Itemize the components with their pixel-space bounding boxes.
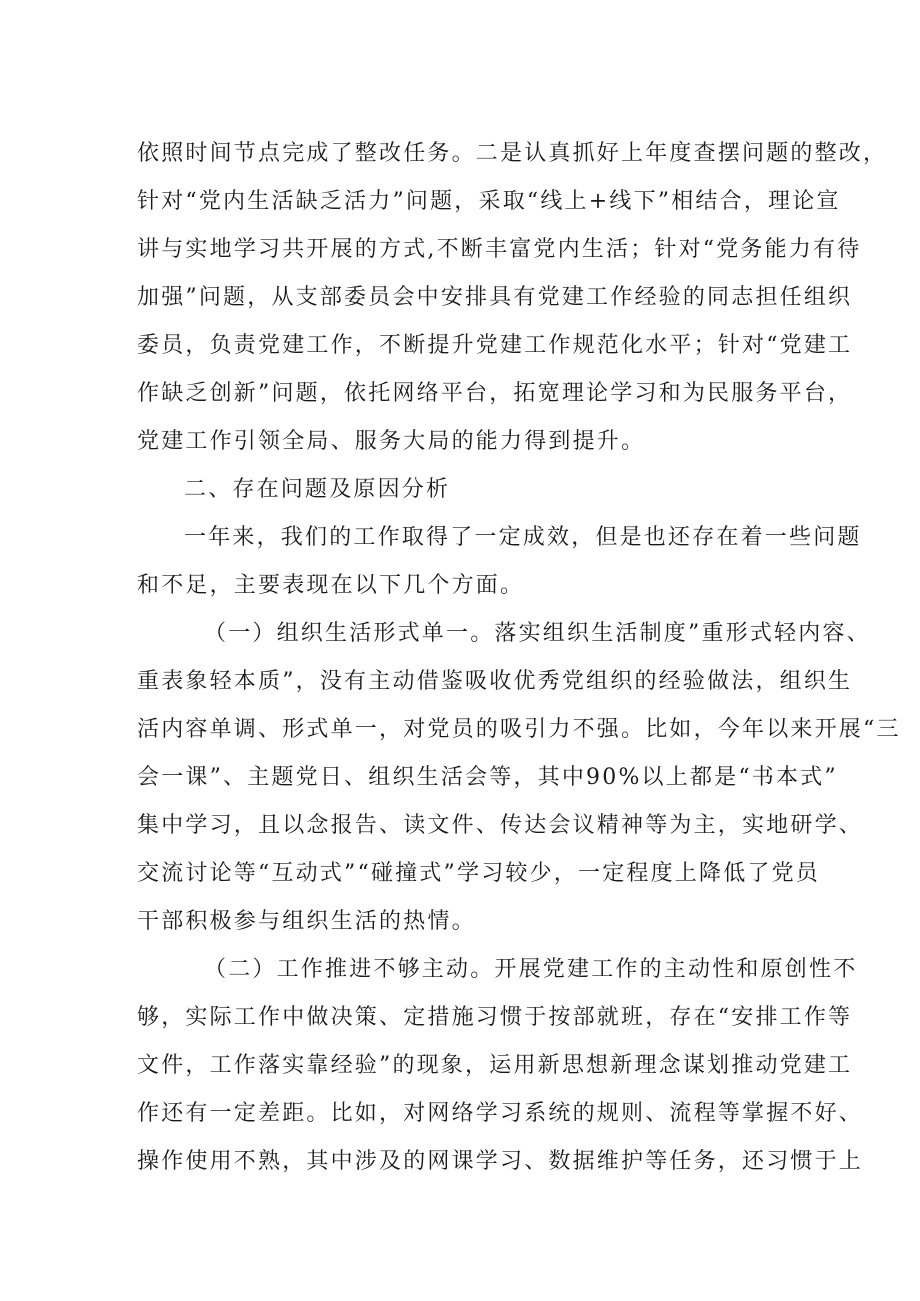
paragraph-line: 重表象轻本质”，没有主动借鉴吸收优秀党组织的经验做法，组织生 bbox=[137, 669, 853, 694]
paragraph-line: 文件，工作落实靠经验”的现象，运用新思想新理念谋划推动党建工 bbox=[137, 1053, 853, 1078]
paragraph-line: 作缺乏创新”问题，依托网络平台，拓宽理论学习和为民服务平台， bbox=[137, 381, 853, 406]
paragraph-line: 委员，负责党建工作，不断提升党建工作规范化水平；针对“党建工 bbox=[137, 333, 853, 358]
paragraph-line: 作还有一定差距。比如，对网络学习系统的规则、流程等掌握不好、 bbox=[137, 1101, 864, 1126]
paragraph-line: 针对“党内生活缺乏活力”问题，采取“线上+线下”相结合，理论宣 bbox=[137, 189, 841, 214]
subsection-heading: （二）工作推进不够主动。开展党建工作的主动性和原创性不 bbox=[204, 957, 858, 982]
paragraph-line: 依照时间节点完成了整改任务。二是认真抓好上年度查摆问题的整改， bbox=[137, 141, 888, 166]
paragraph-line: 党建工作引领全局、服务大局的能力得到提升。 bbox=[137, 429, 646, 454]
paragraph-line: 和不足，主要表现在以下几个方面。 bbox=[137, 573, 525, 598]
paragraph-line: 操作使用不熟，其中涉及的网课学习、数据维护等任务，还习惯于上 bbox=[137, 1149, 864, 1174]
paragraph-line: 讲与实地学习共开展的方式,不断丰富党内生活；针对“党务能力有待 bbox=[137, 237, 862, 262]
paragraph-line: 活内容单调、形式单一，对党员的吸引力不强。比如，今年以来开展“三 bbox=[137, 717, 901, 742]
paragraph-line: 一年来，我们的工作取得了一定成效，但是也还存在着一些问题 bbox=[184, 525, 862, 550]
subsection-heading: （一）组织生活形式单一。落实组织生活制度”重形式轻内容、 bbox=[204, 621, 871, 646]
paragraph-line: 交流讨论等“互动式”“碰撞式”学习较少，一定程度上降低了党员 bbox=[137, 861, 820, 886]
section-heading: 二、存在问题及原因分析 bbox=[184, 477, 451, 502]
paragraph-line: 会一课”、主题党日、组织生活会等，其中90%以上都是“书本式” bbox=[137, 765, 838, 790]
paragraph-line: 干部积极参与组织生活的热情。 bbox=[137, 909, 476, 934]
paragraph-line: 够，实际工作中做决策、定措施习惯于按部就班，存在“安排工作等 bbox=[137, 1005, 853, 1030]
paragraph-line: 加强”问题，从支部委员会中安排具有党建工作经验的同志担任组织 bbox=[137, 285, 853, 310]
paragraph-line: 集中学习，且以念报告、读文件、传达会议精神等为主，实地研学、 bbox=[137, 813, 864, 838]
